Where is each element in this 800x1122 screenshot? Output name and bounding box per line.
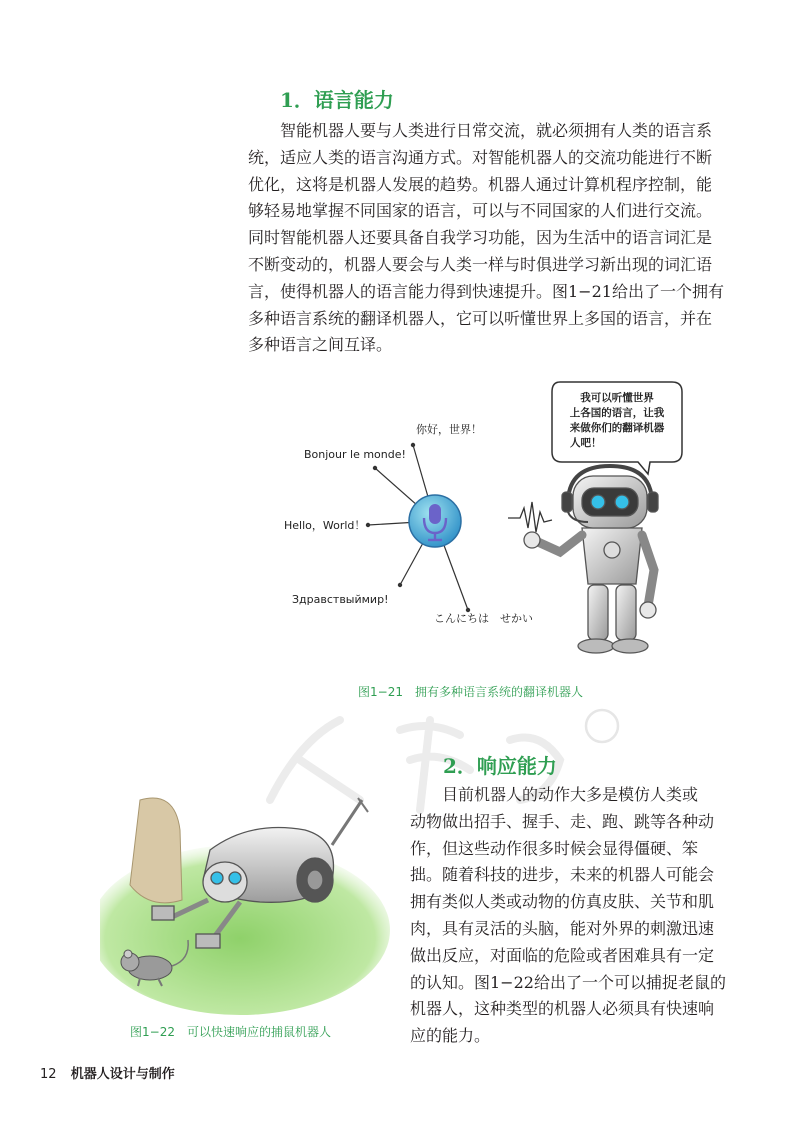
- page-footer: [40, 1063, 175, 1082]
- greeting-japanese: こんにちは せかい: [434, 612, 533, 625]
- figure-mouse-catcher-robot: [100, 790, 390, 1015]
- text-line: 不断变动的，机器人要会与人类一样与时俱进学习新出现的词汇语: [248, 254, 713, 274]
- greeting-french: Bonjour le monde!: [304, 448, 406, 461]
- text-line: 作，但这些动作很多时候会显得僵硬、笨: [410, 838, 699, 858]
- text-line: 做出反应，对面临的危险或者困难具有一定: [410, 945, 715, 965]
- text-line: 统，适应人类的语言沟通方式。对智能机器人的交流功能进行不断: [248, 147, 713, 167]
- figure-1-22-caption: 图1−22 可以快速响应的捕鼠机器人: [130, 1025, 331, 1039]
- text-line: 够轻易地掌握不同国家的语言，可以与不同国家的人们进行交流。: [248, 201, 713, 221]
- robot-illustration: [524, 466, 658, 653]
- page-number: 12: [40, 1067, 57, 1082]
- speech-line: 人吧！: [570, 437, 602, 449]
- tree-trunk: [130, 798, 182, 903]
- text-line: 拥有类似人类或动物的仿真皮肤、关节和肌: [410, 892, 715, 912]
- text-line: 多种语言之间互译。: [248, 335, 393, 355]
- text-line: 肉，具有灵活的头脑，能对外界的刺激迅速: [410, 918, 715, 938]
- paragraph-response: [410, 782, 726, 1050]
- paragraph-language: [248, 118, 724, 359]
- microphone-icon: [409, 495, 461, 547]
- greeting-russian: Здравствыймир!: [292, 593, 389, 606]
- text-line: 动物做出招手、握手、走、跑、跳等各种动: [410, 811, 715, 831]
- figure-translation-robot: [270, 370, 690, 670]
- text-line: 言，使得机器人的语言能力得到快速提升。图1−21给出了一个拥有: [248, 281, 724, 301]
- speech-line: 来做你们的翻译机器: [569, 422, 665, 434]
- greeting-chinese: 你好，世界！: [416, 423, 482, 436]
- speech-bubble: [552, 382, 682, 474]
- text-line: 多种语言系统的翻译机器人，它可以听懂世界上多国的语言，并在: [248, 308, 713, 328]
- text-line: 优化，这将是机器人发展的趋势。机器人通过计算机程序控制，能: [248, 174, 713, 194]
- figure-1-21-caption: 图1−21 拥有多种语言系统的翻译机器人: [358, 685, 583, 699]
- speech-line: 上各国的语言，让我: [569, 407, 665, 419]
- text-line: 目前机器人的动作大多是模仿人类或: [442, 785, 699, 804]
- greeting-english: Hello，World！: [284, 519, 366, 532]
- text-line: 应的能力。: [410, 1026, 491, 1046]
- text-line: 的认知。图1−22给出了一个可以捕捉老鼠的: [410, 972, 726, 992]
- section-heading-response: 2．响应能力: [443, 754, 557, 778]
- text-line: 同时智能机器人还要具备自我学习功能，因为生活中的语言词汇是: [248, 228, 713, 248]
- sound-wave: [508, 502, 552, 532]
- book-title: 机器人设计与制作: [70, 1067, 175, 1082]
- text-line: 机器人，这种类型的机器人必须具有快速响: [410, 999, 715, 1019]
- text-line: 智能机器人要与人类进行日常交流，就必须拥有人类的语言系: [280, 121, 713, 140]
- text-line: 拙。随着科技的进步，未来的机器人可能会: [410, 865, 715, 885]
- section-heading-language: 1．语言能力: [280, 88, 394, 112]
- speech-line: 我可以听懂世界: [580, 392, 654, 404]
